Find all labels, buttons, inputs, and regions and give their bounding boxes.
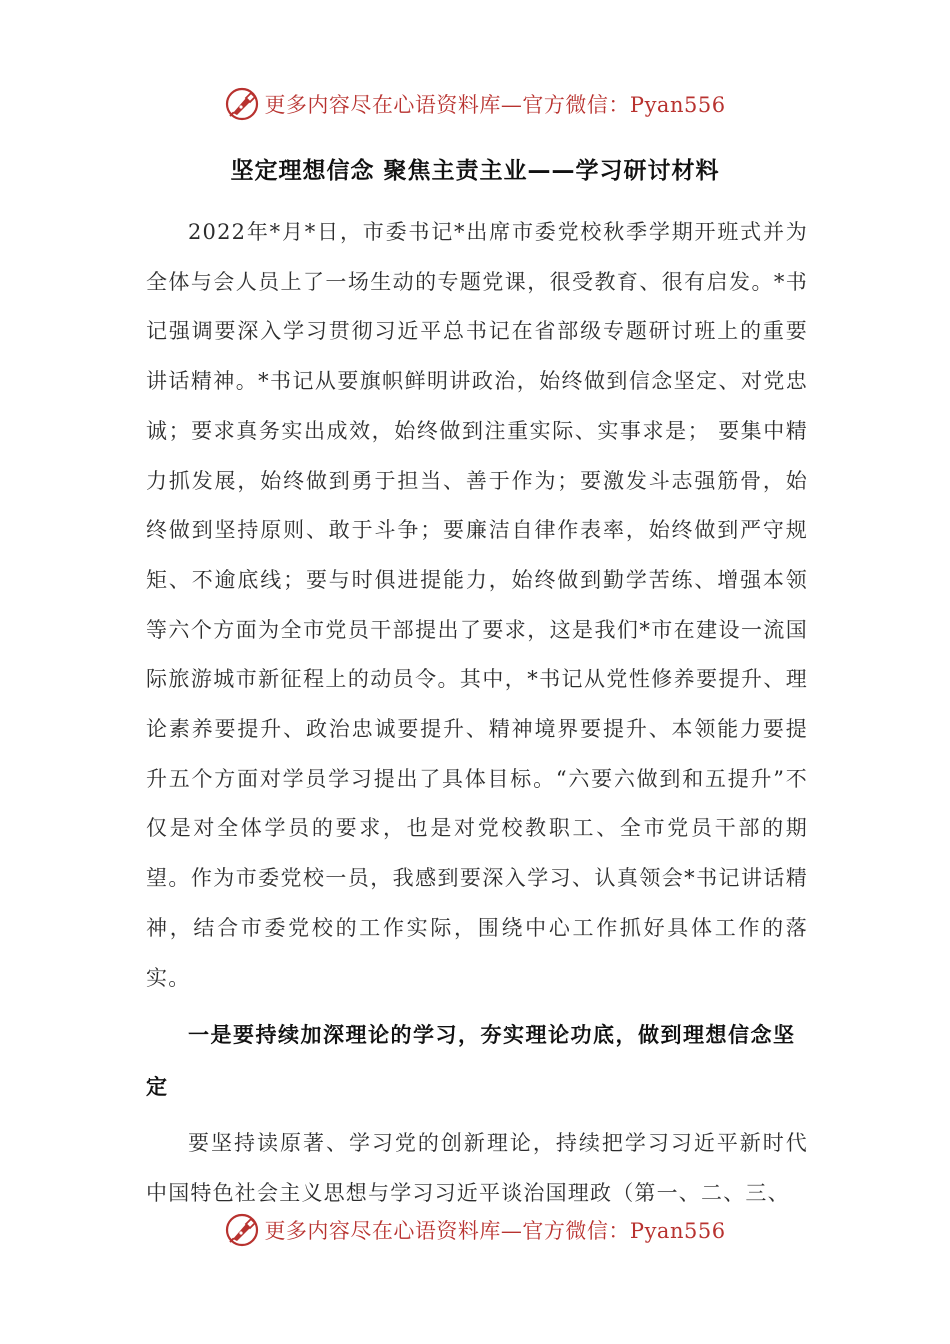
footer-banner <box>0 1210 950 1250</box>
header-banner <box>0 84 950 124</box>
document-title: 坚定理想信念 聚焦主责主业——学习研讨材料 <box>230 158 720 184</box>
footer-banner-text: 更多内容尽在心语资料库—官方微信：Pyan556 <box>264 1219 726 1243</box>
body-paragraph: 要坚持读原著、学习党的创新理论，持续把学习习近平新时代中国特色社会主义思想与学习习近平谈治国理政（第一、二、三、 <box>146 1131 808 1205</box>
document-body <box>146 208 808 1219</box>
pen-nib-logo-icon <box>224 86 260 122</box>
body-paragraph: 2022年*月*日，市委书记*出席市委党校秋季学期开班式并为全体与会人员上了一场生动的专题党课，很受教育、很有启发。*书记强调要深入学习贯彻习近平总书记在省部级专题研讨班上的重要讲话精神。*书记从要旗帜鲜明讲政治，始终做到信念坚定、对党忠诚；要求真务实出成效，始终做到注重实际、实事求是； 要集中精力抓发展，始终做到勇于担当、善于作为；要激发斗志强筋骨，始终做到坚持原则、敢于斗争；要廉洁自律作表率，始终做到严守规矩、不逾底线；要与时俱进提能力，始终做到勤学苦练、增强本领等六个方面为全市党员干部提出了要求，这是我们*市在建设一流国际旅游城市新征程上的动员令。其中，*书记从党性修养要提升、理论素养要提升、政治忠诚要提升、精神境界要提升、本领能力要提升五个方面对学员学习提出了具体目标。“六要六做到和五提升”不仅是对全体学员的要求，也是对党校教职工、全市党员干部的期望。作为市委党校一员，我感到要深入学习、认真领会*书记讲话精神，结合市委党校的工作实际，围绕中心工作抓好具体工作的落实。 <box>146 220 808 990</box>
pen-nib-logo-icon <box>224 1212 260 1248</box>
header-banner-text: 更多内容尽在心语资料库—官方微信：Pyan556 <box>264 93 726 117</box>
section-heading: 一是要持续加深理论的学习，夯实理论功底，做到理想信念坚定 <box>146 1023 796 1100</box>
